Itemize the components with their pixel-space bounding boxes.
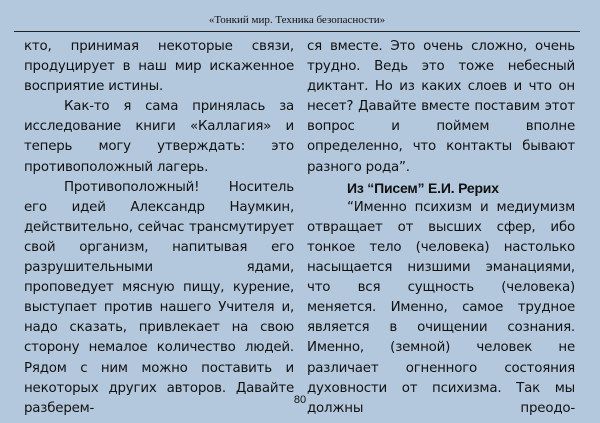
header-divider (14, 31, 580, 32)
section-heading: Из “Писем” Е.И. Рерих (347, 179, 499, 196)
paragraph-left-1: кто, принимая некоторые связи, продуцирует в наш мир искаженное восприятие истины. (24, 39, 294, 95)
paragraph-right-2: “Именно психизм и медиумизм отвращает от высших сфер, ибо тонкое тело (человека) настолько насыщается низшими эманациями, что вся сущность (человека) меняется. Именно, самое трудное является в очищении сознания. Именно, (земной) человек не различает огненного состояния духовности от психизма. Так мы должны преодо- (307, 199, 575, 416)
right-column (307, 37, 575, 419)
paragraph-left-2: Как-то я сама принялась за исследование книги «Каллагия» и теперь могу утверждать: это противоположный лагерь. (24, 99, 294, 175)
paragraph-left-3: Противоположный! Носитель его идей Александр Наумкин, действительно, сейчас трансмутирует свой организм, напитывая его разрушительными ядами, проповедует мясную пищу, курение, выступает против нашего Учителя и, надо сказать, привлекает на свою сторону немалое количество людей. Рядом с ним можно поставить и некоторых других авторов. Давайте разберем- (24, 179, 294, 416)
running-header: «Тонкий мир. Техника безопасности» (208, 14, 386, 26)
page-number: 80 (293, 394, 307, 406)
left-column (24, 37, 294, 419)
paragraph-right-1: ся вместе. Это очень сложно, очень трудно. Ведь это тоже небесный диктант. Но из каких слоев и что он несет? Давайте вместе поставим этот вопрос и поймем вполне определенно, что контакты бывают разного рода”. (307, 39, 575, 175)
